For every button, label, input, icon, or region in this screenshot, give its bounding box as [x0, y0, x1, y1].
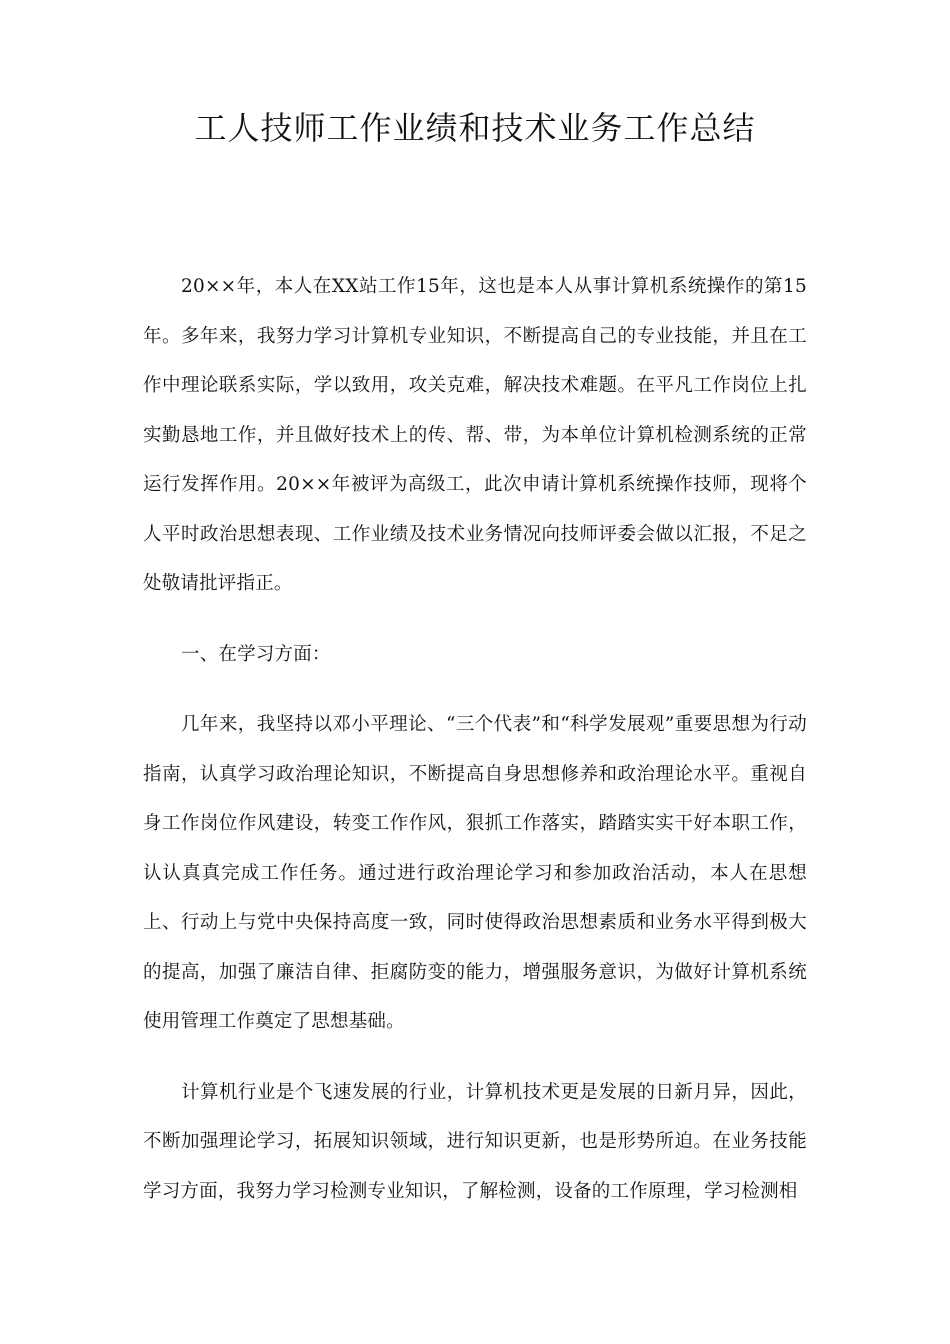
- paragraph-intro: 20××年，本人在XX站工作15年，这也是本人从事计算机系统操作的第15年。多年来，我努力学习计算机专业知识，不断提高自己的专业技能，并且在工作中理论联系实际，学以致用，攻关克难，解决技术难题。在平凡工作岗位上扎实勤恳地工作，并且做好技术上的传、帮、带，为本单位计算机检测系统的正常运行发挥作用。20××年被评为高级工，此次申请计算机系统操作技师，现将个人平时政治思想表现、工作业绩及技术业务情况向技师评委会做以汇报，不足之处敬请批评指正。: [143, 276, 807, 594]
- paragraph-technical-study: 计算机行业是个飞速发展的行业，计算机技术更是发展的日新月异，因此，不断加强理论学习，拓展知识领域，进行知识更新，也是形势所迫。在业务技能学习方面，我努力学习检测专业知识，了解检测，设备的工作原理，学习检测相: [143, 1081, 807, 1202]
- document-title: 工人技师工作业绩和技术业务工作总结: [194, 109, 756, 147]
- section-heading-study: 一、在学习方面：: [181, 643, 331, 665]
- paragraph-political-study: 几年来，我坚持以邓小平理论、“三个代表”和“科学发展观”重要思想为行动指南，认真学习政治理论知识，不断提高自身思想修养和政治理论水平。重视自身工作岗位作风建设，转变工作作风，狠抓工作落实，踏踏实实干好本职工作，认认真真完成工作任务。通过进行政治理论学习和参加政治活动，本人在思想上、行动上与党中央保持高度一致，同时使得政治思想素质和业务水平得到极大的提高，加强了廉洁自律、拒腐防变的能力，增强服务意识，为做好计算机系统使用管理工作奠定了思想基础。: [143, 714, 807, 1032]
- document-body: [143, 262, 807, 1216]
